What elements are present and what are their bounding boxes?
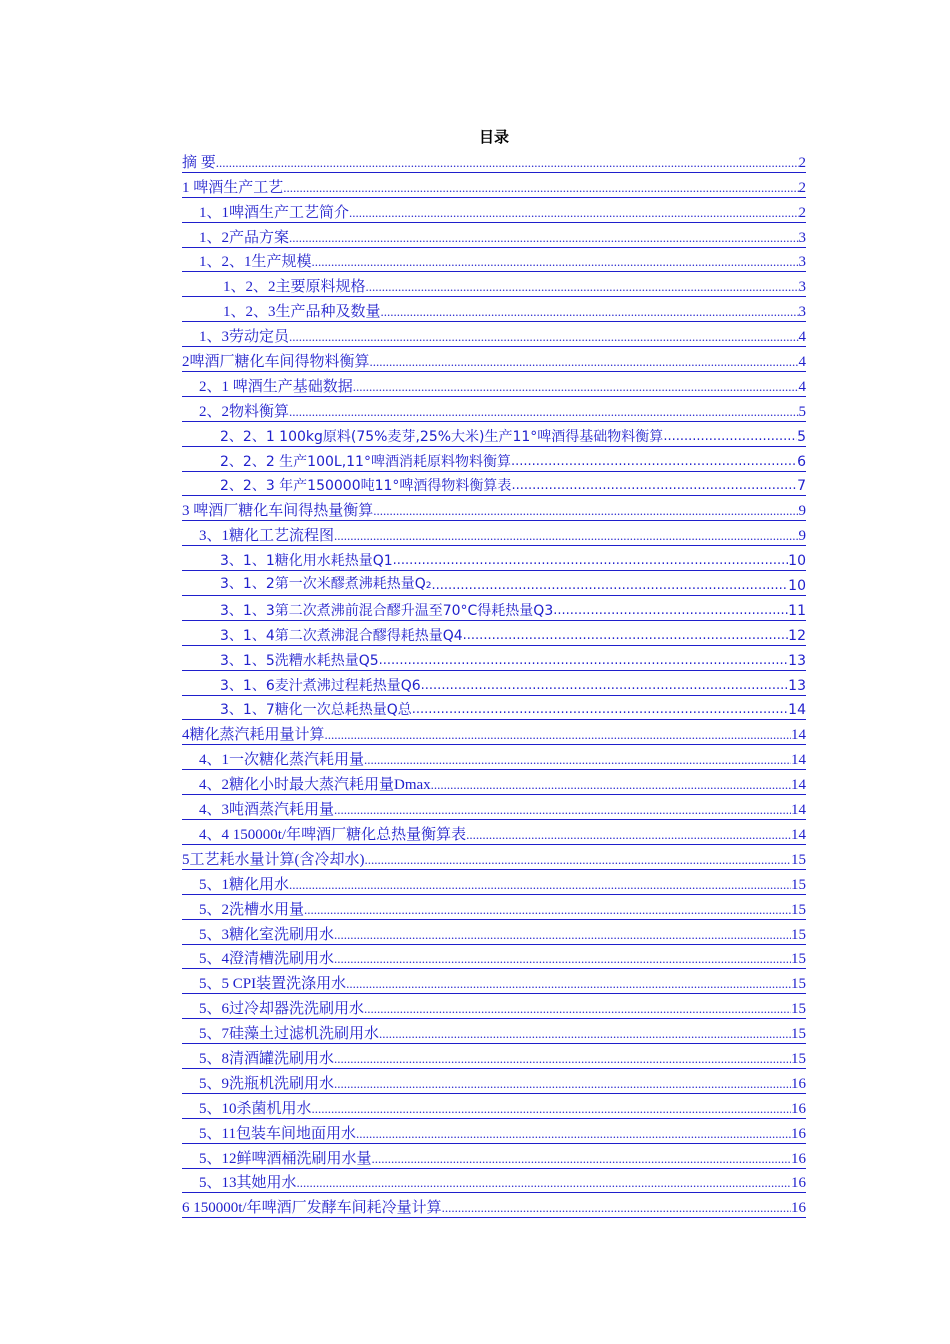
toc-entry[interactable] [182, 573, 806, 598]
toc-entry[interactable] [182, 1121, 806, 1146]
toc-entry-page: 14 [791, 777, 806, 794]
toc-entry-label: 1 啤酒生产工艺 [182, 179, 284, 196]
dot-leader [312, 253, 799, 274]
toc-entry-page: 14 [791, 752, 806, 769]
toc-entry[interactable] [182, 175, 806, 200]
dot-leader [366, 278, 799, 299]
dot-leader [373, 502, 798, 523]
toc-entry-page: 9 [798, 503, 806, 520]
toc-entry-label: 5、11包装车间地面用水 [199, 1125, 356, 1142]
dot-leader [466, 826, 791, 847]
toc-entry-label: 2、2物料衡算 [199, 403, 290, 420]
toc-entry-label: 5、10杀菌机用水 [199, 1100, 312, 1117]
dot-leader [511, 477, 797, 498]
toc-entry[interactable] [182, 1146, 806, 1171]
toc-entry[interactable] [182, 922, 806, 947]
toc-entry-page: 14 [788, 702, 806, 719]
dot-leader [297, 1174, 791, 1195]
dot-leader [364, 751, 791, 772]
toc-entry-page: 2 [798, 179, 806, 196]
toc-entry[interactable] [182, 947, 806, 972]
toc-entry[interactable] [182, 1096, 806, 1121]
toc-entry-label: 4、4 150000t/年啤酒厂糖化总热量衡算表 [199, 826, 467, 843]
dot-leader [431, 776, 791, 797]
toc-entry-label: 4、1一次糖化蒸汽耗用量 [199, 752, 365, 769]
toc-entry-label: 5、6过冷却器洗洗刷用水 [199, 1001, 365, 1018]
toc-entry-page: 15 [791, 926, 806, 943]
toc-entry-label: 6 150000t/年啤酒厂发酵车间耗冷量计算 [182, 1200, 442, 1217]
toc-entry[interactable] [182, 1171, 806, 1196]
dot-leader [325, 726, 791, 747]
toc-entry-label: 2、2、1 100kg原料(75%麦芽,25%大米)生产11°啤酒得基础物料衡算 [220, 428, 664, 445]
dot-leader [393, 552, 789, 573]
toc-entry-page: 15 [791, 1026, 806, 1043]
toc-entry-page: 16 [791, 1125, 806, 1142]
dot-leader [304, 901, 791, 922]
toc-entry[interactable] [182, 399, 806, 424]
toc-entry-label: 1、1啤酒生产工艺简介 [199, 204, 350, 221]
toc-entry-page: 7 [797, 478, 806, 495]
toc-entry-page: 12 [788, 627, 806, 644]
toc-entry[interactable] [182, 250, 806, 275]
dot-leader [421, 677, 789, 698]
toc-entry[interactable] [182, 474, 806, 499]
toc-entry-page: 10 [788, 553, 806, 570]
dot-leader [334, 1075, 791, 1096]
toc-entry[interactable] [182, 274, 806, 299]
toc-entry[interactable] [182, 797, 806, 822]
toc-entry-page: 15 [791, 1001, 806, 1018]
toc-entry-label: 5、8清酒罐洗刷用水 [199, 1050, 335, 1067]
dot-leader [312, 1100, 791, 1121]
toc-entry[interactable] [182, 200, 806, 225]
toc-entry-page: 4 [798, 354, 806, 371]
toc-entry[interactable] [182, 698, 806, 723]
toc-entry-page: 10 [788, 578, 806, 595]
toc-entry-label: 1、2、1生产规模 [199, 254, 312, 271]
toc-entry[interactable] [182, 897, 806, 922]
toc-entry-page: 16 [791, 1175, 806, 1192]
toc-entry-label: 5、4澄清槽洗刷用水 [199, 951, 335, 968]
dot-leader [289, 229, 798, 250]
toc-entry[interactable] [182, 349, 806, 374]
toc-entry-label: 4糖化蒸汽耗用量计算 [182, 727, 325, 744]
dot-leader [356, 1125, 791, 1146]
toc-entry-label: 5、12鲜啤酒桶洗刷用水量 [199, 1150, 372, 1167]
toc-entry-page: 15 [791, 976, 806, 993]
toc-entry-label: 3、1、7糖化一次总耗热量Q总 [220, 702, 412, 719]
toc-entry-page: 3 [798, 304, 806, 321]
toc-entry[interactable] [182, 1021, 806, 1046]
toc-entry-label: 2、2、2 生产100L,11°啤酒消耗原料物料衡算 [220, 453, 511, 470]
toc-entry[interactable] [182, 299, 806, 324]
toc-entry[interactable] [182, 374, 806, 399]
toc-entry-label: 5、1糖化用水 [199, 876, 290, 893]
dot-leader [412, 701, 788, 722]
toc-entry[interactable] [182, 498, 806, 523]
dot-leader [349, 204, 798, 225]
toc-entry-label: 2啤酒厂糖化车间得物料衡算 [182, 354, 370, 371]
dot-leader [283, 179, 798, 200]
dot-leader [289, 403, 798, 424]
dot-leader [463, 627, 789, 648]
toc-entry-label: 5、5 CPI装置洗涤用水 [199, 976, 347, 993]
toc-entry-label: 5工艺耗水量计算(含冷却水) [182, 851, 365, 868]
toc-entry-label: 5、13其她用水 [199, 1175, 297, 1192]
toc-entry-label: 1、3劳动定员 [199, 329, 290, 346]
dot-leader [334, 1050, 791, 1071]
toc-entry-label: 3、1、5洗糟水耗热量Q5 [220, 652, 379, 669]
toc-entry[interactable] [182, 872, 806, 897]
toc-entry-label: 3、1、1糖化用水耗热量Q1 [220, 553, 393, 570]
dot-leader [442, 1199, 791, 1220]
toc-entry[interactable] [182, 1195, 806, 1220]
toc-entry-page: 13 [788, 677, 806, 694]
dot-leader [334, 801, 791, 822]
toc-entry-page: 16 [791, 1075, 806, 1092]
toc-entry-label: 摘 要 [182, 154, 216, 171]
toc-entry[interactable] [182, 150, 806, 175]
toc-entry-page: 5 [797, 428, 806, 445]
dot-leader [381, 303, 799, 324]
dot-leader [553, 602, 788, 623]
toc-entry-page: 16 [791, 1100, 806, 1117]
toc-entry-label: 3、1糖化工艺流程图 [199, 528, 335, 545]
toc-entry-label: 1、2、2主要原料规格 [223, 279, 366, 296]
dot-leader [334, 926, 791, 947]
toc-entry[interactable] [182, 1046, 806, 1071]
dot-leader [353, 378, 799, 399]
toc-entry-label: 3、1、3第二次煮沸前混合醪升温至70°C得耗热量Q3 [220, 602, 554, 619]
toc-entry[interactable] [182, 648, 806, 673]
dot-leader [216, 154, 799, 175]
dot-leader [334, 527, 798, 548]
toc-entry[interactable] [182, 324, 806, 349]
dot-leader [511, 453, 797, 474]
dot-leader [379, 1025, 791, 1046]
toc-entry-page: 16 [791, 1150, 806, 1167]
toc-entry-label: 3、1、6麦汁煮沸过程耗热量Q6 [220, 677, 421, 694]
toc-entry[interactable] [182, 225, 806, 250]
toc-entry[interactable] [182, 722, 806, 747]
toc-entry-label-text: 3、1、2第一次米醪煮沸耗热量Q [220, 576, 426, 593]
toc-entry-page: 15 [791, 951, 806, 968]
toc-entry-label: 1、2产品方案 [199, 229, 290, 246]
toc-entry-label: 4、2糖化小时最大蒸汽耗用量Dmax [199, 777, 431, 794]
dot-leader [372, 1150, 791, 1171]
toc-entry-page: 4 [798, 378, 806, 395]
toc-entry-page: 15 [791, 851, 806, 868]
dot-leader [289, 876, 791, 897]
toc-entry[interactable] [182, 747, 806, 772]
toc-entry-label: 4、3吨酒蒸汽耗用量 [199, 802, 335, 819]
toc-entry[interactable] [182, 1071, 806, 1096]
toc-entry-page: 2 [798, 204, 806, 221]
toc-entry-page: 4 [798, 329, 806, 346]
toc-entry-label [220, 575, 431, 598]
toc-entry-page: 15 [791, 901, 806, 918]
toc-entry-page: 14 [791, 826, 806, 843]
toc-entry-page: 15 [791, 876, 806, 893]
toc-entry-label: 3 啤酒厂糖化车间得热量衡算 [182, 503, 374, 520]
subscript: 2 [425, 581, 432, 592]
toc-entry[interactable] [182, 548, 806, 573]
toc-entry-page: 6 [797, 453, 806, 470]
toc-entry-label: 5、3糖化室洗刷用水 [199, 926, 335, 943]
toc-entry[interactable] [182, 971, 806, 996]
toc-entry[interactable] [182, 623, 806, 648]
dot-leader [431, 577, 788, 598]
toc-entry-page: 9 [798, 528, 806, 545]
toc-title: 目录 [478, 128, 509, 146]
toc-entry[interactable] [182, 424, 806, 449]
dot-leader [379, 652, 789, 673]
dot-leader [370, 353, 799, 374]
toc-entry[interactable] [182, 822, 806, 847]
toc-entry-label: 2、2、3 年产150000吨11°啤酒得物料衡算表 [220, 478, 512, 495]
toc-entry[interactable] [182, 996, 806, 1021]
toc-entry-page: 5 [798, 403, 806, 420]
toc-entry-label: 5、7硅藻土过滤机洗刷用水 [199, 1026, 380, 1043]
toc-entry-label: 2、1 啤酒生产基础数据 [199, 378, 353, 395]
toc-entry-label: 1、2、3生产品种及数量 [223, 304, 381, 321]
dot-leader [289, 328, 798, 349]
toc-entry[interactable] [182, 673, 806, 698]
table-of-contents [182, 150, 806, 1220]
toc-entry-label: 5、2洗槽水用量 [199, 901, 305, 918]
toc-entry[interactable] [182, 523, 806, 548]
toc-entry-page: 13 [788, 652, 806, 669]
toc-entry[interactable] [182, 847, 806, 872]
toc-entry[interactable] [182, 772, 806, 797]
toc-entry-page: 15 [791, 1050, 806, 1067]
dot-leader [663, 428, 797, 449]
toc-entry[interactable] [182, 598, 806, 623]
toc-entry-label: 5、9洗瓶机洗刷用水 [199, 1075, 335, 1092]
toc-entry-page: 2 [798, 154, 806, 171]
toc-entry-page: 14 [791, 802, 806, 819]
toc-entry-label: 3、1、4第二次煮沸混合醪得耗热量Q4 [220, 627, 463, 644]
toc-entry-page: 16 [791, 1200, 806, 1217]
toc-entry-page: 3 [798, 279, 806, 296]
toc-entry-page: 3 [798, 229, 806, 246]
dot-leader [334, 950, 791, 971]
toc-entry[interactable] [182, 449, 806, 474]
toc-entry-page: 14 [791, 727, 806, 744]
dot-leader [365, 851, 792, 872]
dot-leader [364, 1000, 791, 1021]
toc-entry-page: 11 [788, 602, 806, 619]
dot-leader [346, 975, 791, 996]
toc-entry-page: 3 [798, 254, 806, 271]
